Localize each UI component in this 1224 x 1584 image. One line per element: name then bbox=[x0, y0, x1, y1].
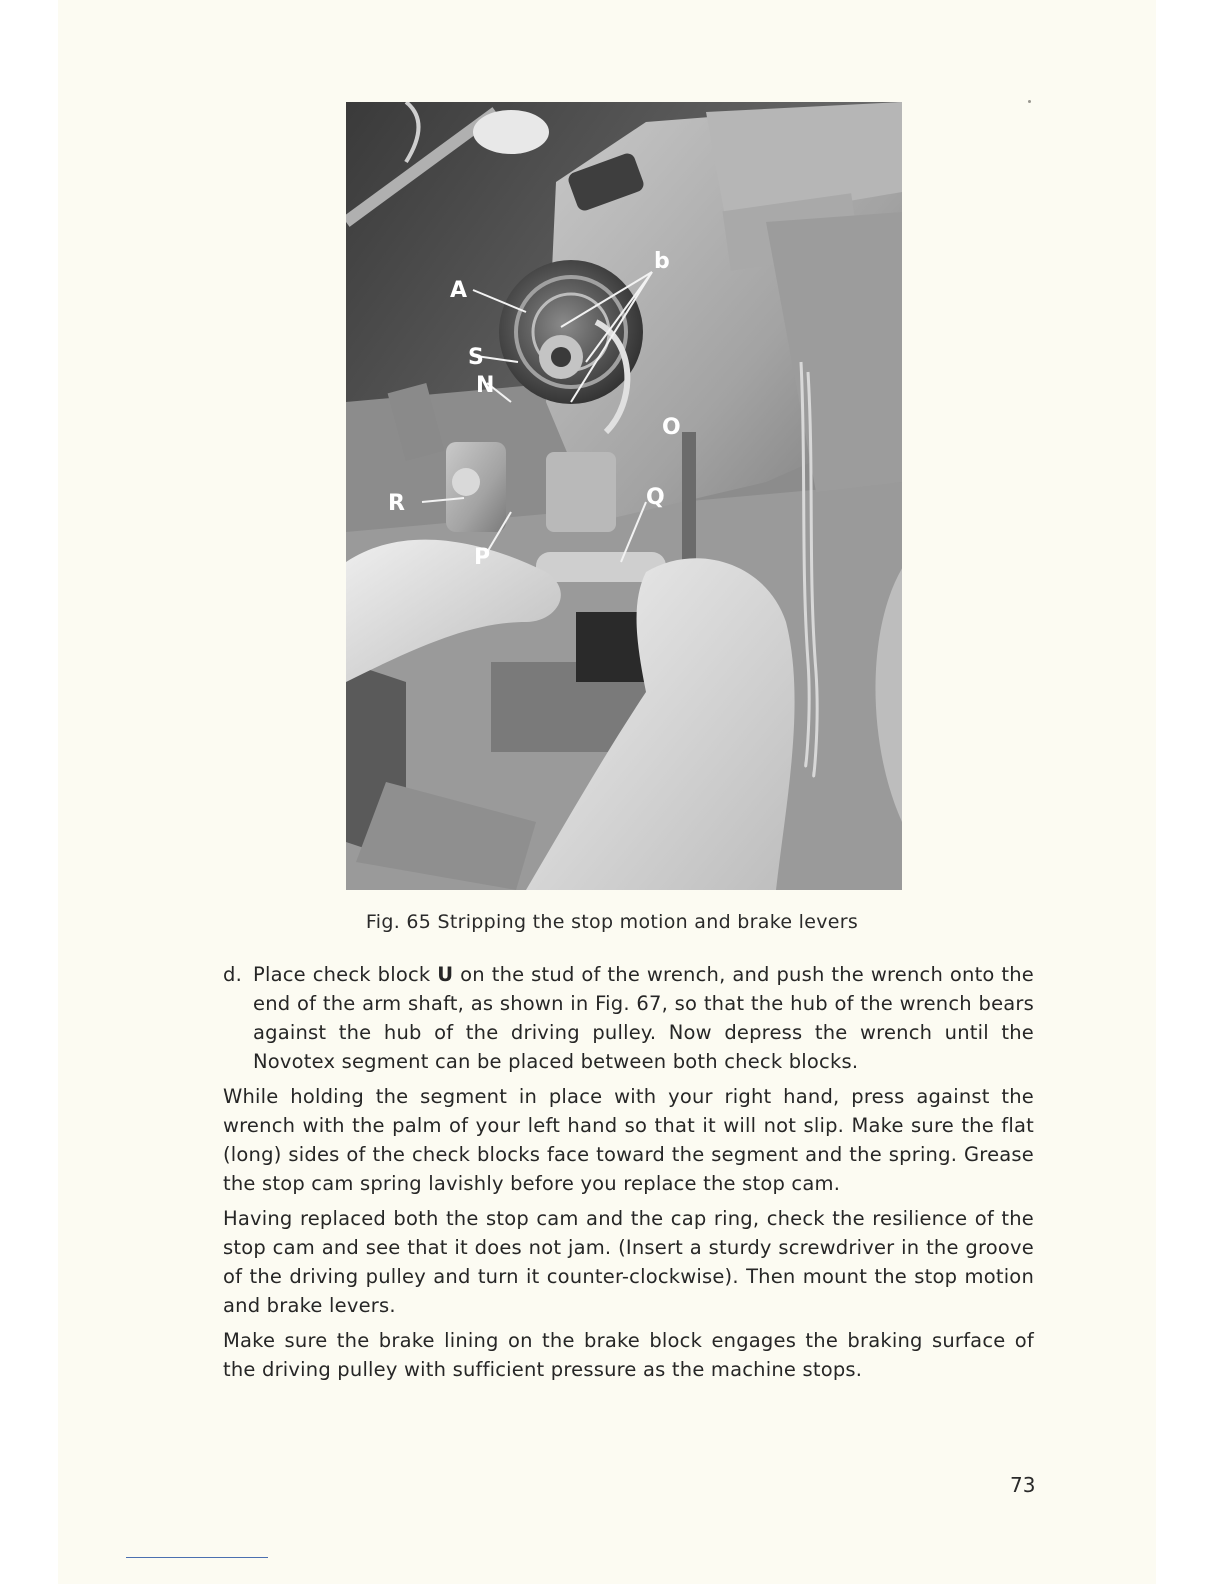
figure-label-q: Q bbox=[646, 485, 665, 510]
paragraph-d bbox=[223, 960, 1034, 1076]
paragraph-d-start: Place check block bbox=[253, 963, 438, 986]
scan-margin-left bbox=[0, 0, 58, 1584]
scan-margin-right bbox=[1156, 0, 1224, 1584]
bottom-rule bbox=[126, 1557, 268, 1558]
figure-label-a: A bbox=[450, 278, 468, 303]
check-block-letter: U bbox=[437, 963, 454, 986]
figure-label-b: b bbox=[654, 249, 670, 274]
item-letter: d. bbox=[223, 963, 242, 986]
scan-speck bbox=[1028, 100, 1031, 103]
figure-label-s: S bbox=[468, 345, 484, 370]
figure-caption: Fig. 65 Stripping the stop motion and brake levers bbox=[365, 911, 859, 933]
figure-label-n: N bbox=[476, 373, 495, 398]
paragraph-d-rest: on the stud of the wrench, and push the wrench onto the end of the arm shaft, as shown in Fig. 67, so that the hub of the wrench bears against the hub of the driving pulley. Now depress the wrench until the Novotex segment can be placed between both check blocks. bbox=[253, 963, 1035, 1073]
figure-label-p: P bbox=[474, 545, 491, 570]
paragraph-3: Having replaced both the stop cam and the cap ring, check the resilience of the stop cam and see that it does not jam. (Insert a sturdy screwdriver in the groove of the driving pulley and turn it counter-clockwise). Then mount the stop motion and brake levers. bbox=[223, 1207, 1034, 1317]
paragraph-4: Make sure the brake lining on the brake block engages the braking surface of the driving pulley with sufficient pressure as the machine stops. bbox=[223, 1329, 1034, 1381]
figure-label-o: O bbox=[662, 415, 681, 440]
page-number: 73 bbox=[1010, 1473, 1036, 1497]
figure-label-r: R bbox=[388, 491, 405, 516]
paragraph-2: While holding the segment in place with your right hand, press against the wrench with the palm of your left hand so that it will not slip. Make sure the flat (long) sides of the check blocks face toward the segment and the spring. Grease the stop cam spring lavishly before you replace the stop cam. bbox=[223, 1085, 1034, 1195]
figure-65-photo bbox=[346, 102, 902, 890]
body-text bbox=[223, 960, 1034, 1390]
